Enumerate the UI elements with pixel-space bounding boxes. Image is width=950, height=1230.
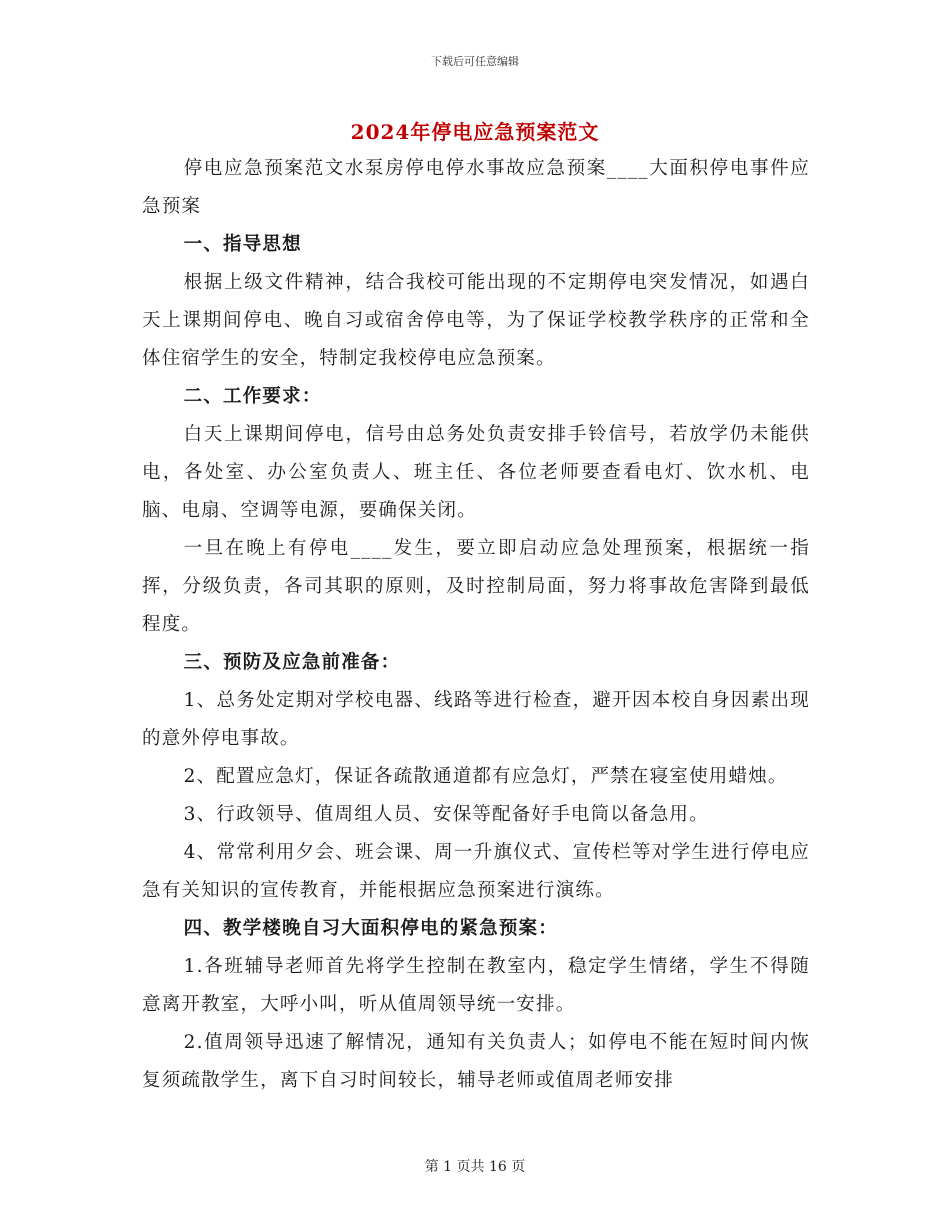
section-heading-prevention: 三、预防及应急前准备： (183, 652, 401, 673)
paragraph-daytime-outage: 白天上课期间停电，信号由总务处负责安排手铃信号，若放学仍未能供电，各处室、办公室负责人、班主任、各位老师要查看电灯、饮水机、电脑、电扇、空调等电源，要确保关闭。 (142, 424, 810, 521)
document-title: 2024年停电应急预案范文 (350, 120, 600, 144)
page-number-footer: 第 1 页共 16 页 (424, 1159, 526, 1175)
paragraph-prevention-3: 3、行政领导、值周组人员、安保等配备好手电筒以备急用。 (183, 804, 709, 825)
paragraph-intro: 停电应急预案范文水泵房停电停水事故应急预案____大面积停电事件应急预案 (142, 158, 810, 217)
section-heading-emergency-plan: 四、教学楼晚自习大面积停电的紧急预案： (183, 918, 558, 939)
header-note: 下载后可任意编辑 (431, 55, 519, 68)
paragraph-prevention-1: 1、总务处定期对学校电器、线路等进行检查，避开因本校自身因素出现的意外停电事故。 (142, 690, 810, 749)
paragraph-prevention-4: 4、常常利用夕会、班会课、周一升旗仪式、宣传栏等对学生进行停电应急有关知识的宣传教育，并能根据应急预案进行演练。 (142, 842, 810, 901)
document-body (142, 150, 810, 1100)
paragraph-emergency-2: 2.值周领导迅速了解情况，通知有关负责人；如停电不能在短时间内恢复须疏散学生，离下自习时间较长，辅导老师或值周老师安排 (142, 1032, 810, 1091)
paragraph-guiding-ideology: 根据上级文件精神，结合我校可能出现的不定期停电突发情况，如遇白天上课期间停电、晚自习或宿舍停电等，为了保证学校教学秩序的正常和全体住宿学生的安全，特制定我校停电应急预案。 (142, 272, 810, 369)
paragraph-prevention-2: 2、配置应急灯，保证各疏散通道都有应急灯，严禁在寝室使用蜡烛。 (183, 766, 788, 787)
section-heading-guiding-ideology: 一、指导思想 (183, 234, 302, 255)
section-heading-work-requirements: 二、工作要求： (183, 386, 322, 407)
paragraph-night-outage: 一旦在晚上有停电____发生，要立即启动应急处理预案，根据统一指挥，分级负责，各司其职的原则，及时控制局面，努力将事故危害降到最低程度。 (142, 538, 810, 635)
paragraph-emergency-1: 1.各班辅导老师首先将学生控制在教室内，稳定学生情绪，学生不得随意离开教室，大呼小叫，听从值周领导统一安排。 (142, 956, 810, 1015)
